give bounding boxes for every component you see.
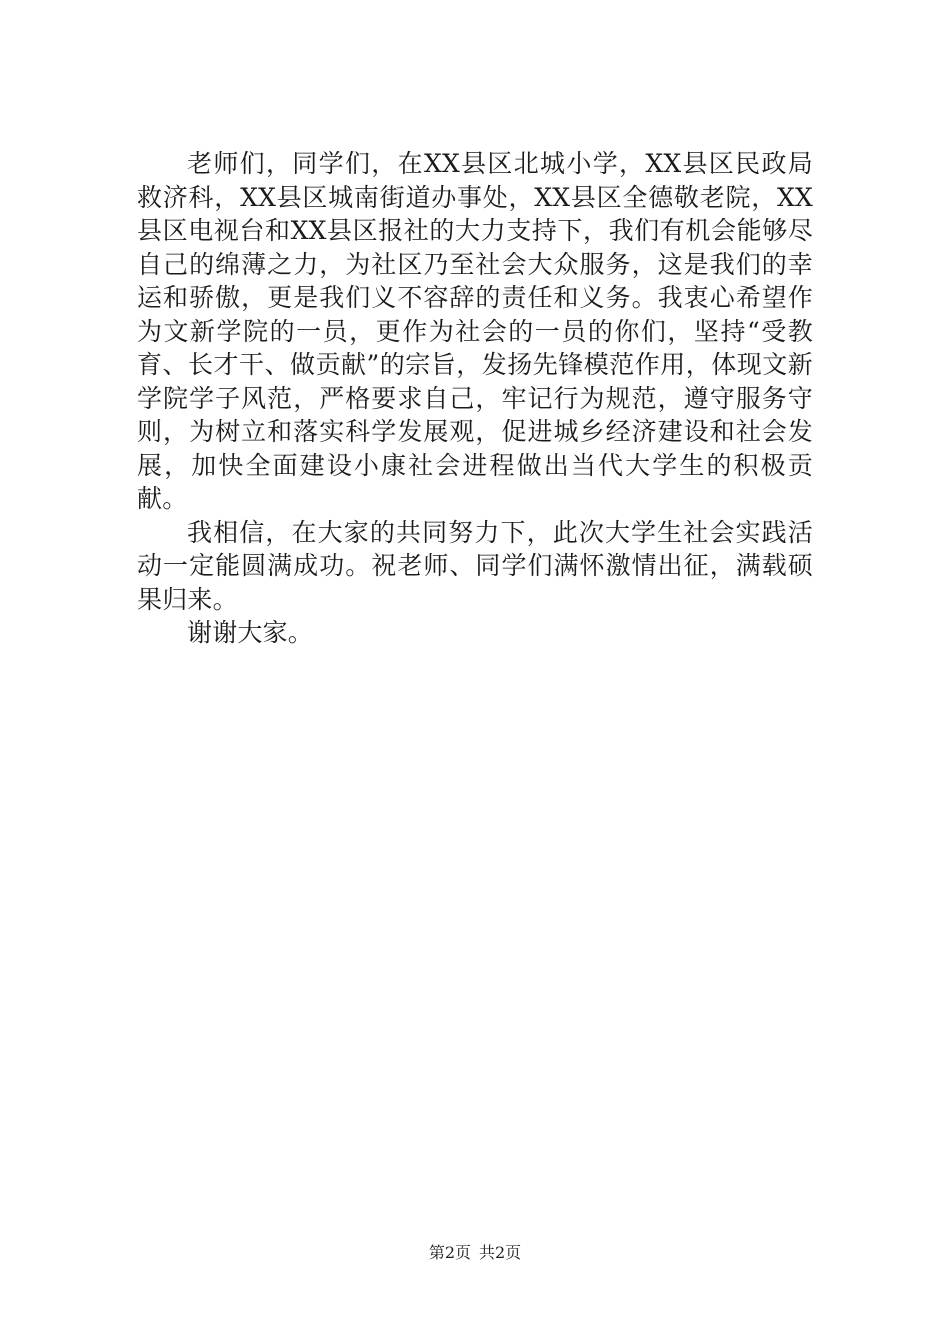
paragraph-1: 老师们，同学们，在XX县区北城小学，XX县区民政局救济科，XX县区城南街道办事处，XX县区全德敬老院，XX县区电视台和XX县区报社的大力支持下，我们有机会能够尽自己的绵薄之力，为社区乃至社会大众服务，这是我们的幸运和骄傲，更是我们义不容辞的责任和义务。我衷心希望作为文新学院的一员，更作为社会的一员的你们，坚持“受教育、长才干、做贡献”的宗旨，发扬先锋模范作用，体现文新学院学子风范，严格要求自己，牢记行为规范，遵守服务守则，为树立和落实科学发展观，促进城乡经济建设和社会发展，加快全面建设小康社会进程做出当代大学生的积极贡献。 — [137, 149, 813, 513]
page-footer — [0, 1242, 950, 1264]
page-total: 共2页 — [479, 1243, 522, 1262]
paragraph-3: 谢谢大家。 — [187, 618, 314, 647]
page-number: 第2页 — [428, 1243, 471, 1262]
paragraph-2: 我相信，在大家的共同努力下，此次大学生社会实践活动一定能圆满成功。祝老师、同学们满怀激情出征，满载硕果归来。 — [137, 517, 813, 614]
document-body — [137, 147, 813, 650]
